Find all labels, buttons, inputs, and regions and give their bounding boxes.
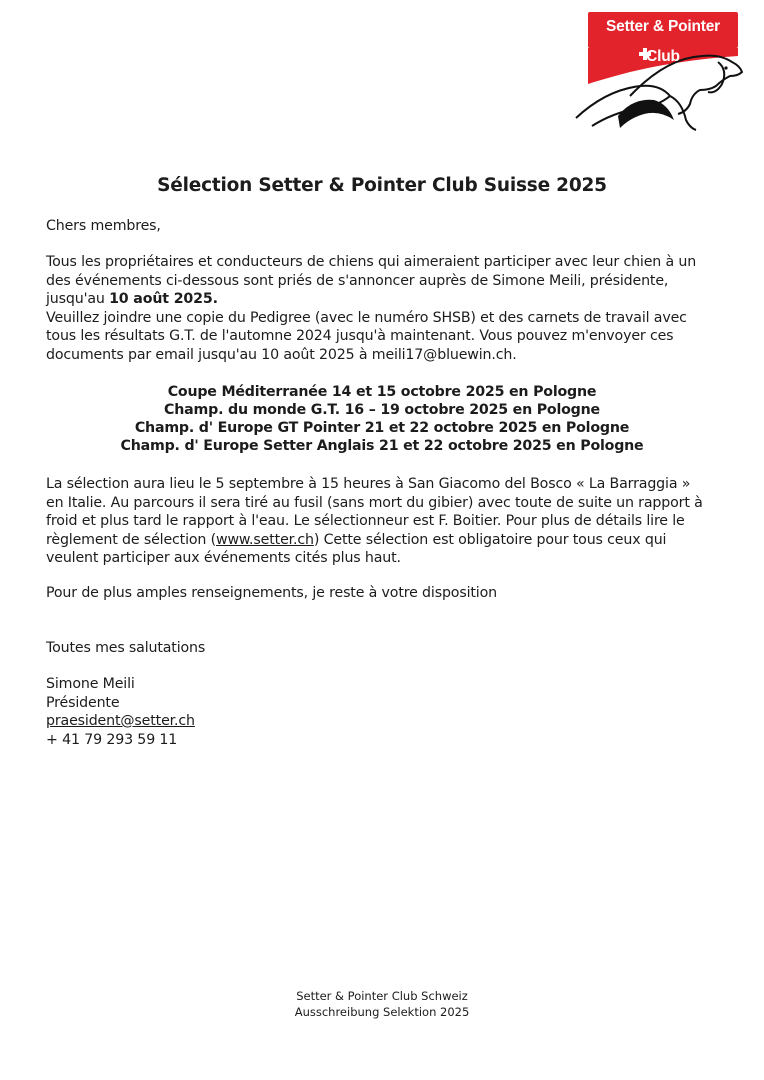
signature-phone: + 41 79 293 59 11 [46, 731, 178, 748]
para2-line5: veulent participer aux événements cités plus haut. [46, 550, 401, 566]
para1-line5: tous les résultats G.T. de l'automne 2024 jusqu'à maintenant. Vous pouvez m'envoyer ces [46, 328, 674, 344]
footer-line2: Ausschreibung Selektion 2025 [294, 1005, 470, 1019]
intro-paragraph [46, 253, 726, 364]
event-item: Champ. d' Europe Setter Anglais 21 et 22 octobre 2025 en Pologne [120, 438, 644, 454]
para3-text: Pour de plus amples renseignements, je reste à votre disposition [46, 585, 497, 601]
deadline-date: 10 août 2025. [109, 291, 218, 307]
para2-line1: La sélection aura lieu le 5 septembre à 15 heures à San Giacomo del Bosco « La Barraggia » [46, 476, 691, 492]
email-link[interactable]: praesident@setter.ch [46, 713, 195, 729]
para2-line4-prefix: règlement de sélection ( [46, 531, 216, 548]
selection-paragraph [46, 475, 726, 568]
signature-role: Présidente [46, 694, 120, 711]
para2-line4-suffix: ) Cette sélection est obligatoire pour tous ceux qui [313, 531, 667, 548]
para1-line3 [46, 290, 726, 309]
para2-line3: froid et plus tard le rapport à l'eau. Le sélectionneur est F. Boitier. Pour plus de détails lire le [46, 513, 685, 529]
greeting [46, 217, 726, 236]
para2-line4 [46, 531, 726, 550]
document-title: Sélection Setter & Pointer Club Suisse 2025 [157, 175, 607, 196]
closing [46, 639, 726, 658]
events-list [0, 383, 764, 455]
para2-line2: en Italie. Au parcours il sera tiré au fusil (sans mort du gibier) avec toute de suite un rapport à [46, 494, 703, 511]
event-item: Champ. d' Europe GT Pointer 21 et 22 octobre 2025 en Pologne [134, 420, 630, 436]
signature-block [46, 675, 726, 749]
closing-text: Toutes mes salutations [46, 640, 206, 656]
footer-line1: Setter & Pointer Club Schweiz [296, 989, 468, 1003]
event-item: Coupe Méditerranée 14 et 15 octobre 2025 en Pologne [167, 384, 597, 400]
greeting-text: Chers membres, [46, 218, 161, 234]
para1-line6: documents par email jusqu'au 10 août 2025 à meili17@bluewin.ch. [46, 346, 517, 363]
info-paragraph [46, 584, 726, 603]
signature-name: Simone Meili [46, 676, 135, 692]
para1-line1: Tous les propriétaires et conducteurs de chiens qui aimeraient participer avec leur chien à un [46, 254, 697, 270]
page-footer [0, 988, 764, 1020]
para1-line3-prefix: jusqu'au [46, 291, 110, 307]
para1-line4: Veuillez joindre une copie du Pedigree (avec le numéro SHSB) et des carnets de travail avec [46, 309, 687, 326]
para1-line2: des événements ci-dessous sont priés de s'annoncer auprès de Simone Meili, présidente, [46, 272, 669, 289]
club-logo [570, 10, 746, 134]
logo-text: Setter & Pointer Club [588, 12, 738, 48]
event-item: Champ. du monde G.T. 16 – 19 octobre 2025 en Pologne [164, 402, 600, 418]
website-link[interactable]: www.setter.ch [216, 531, 314, 548]
